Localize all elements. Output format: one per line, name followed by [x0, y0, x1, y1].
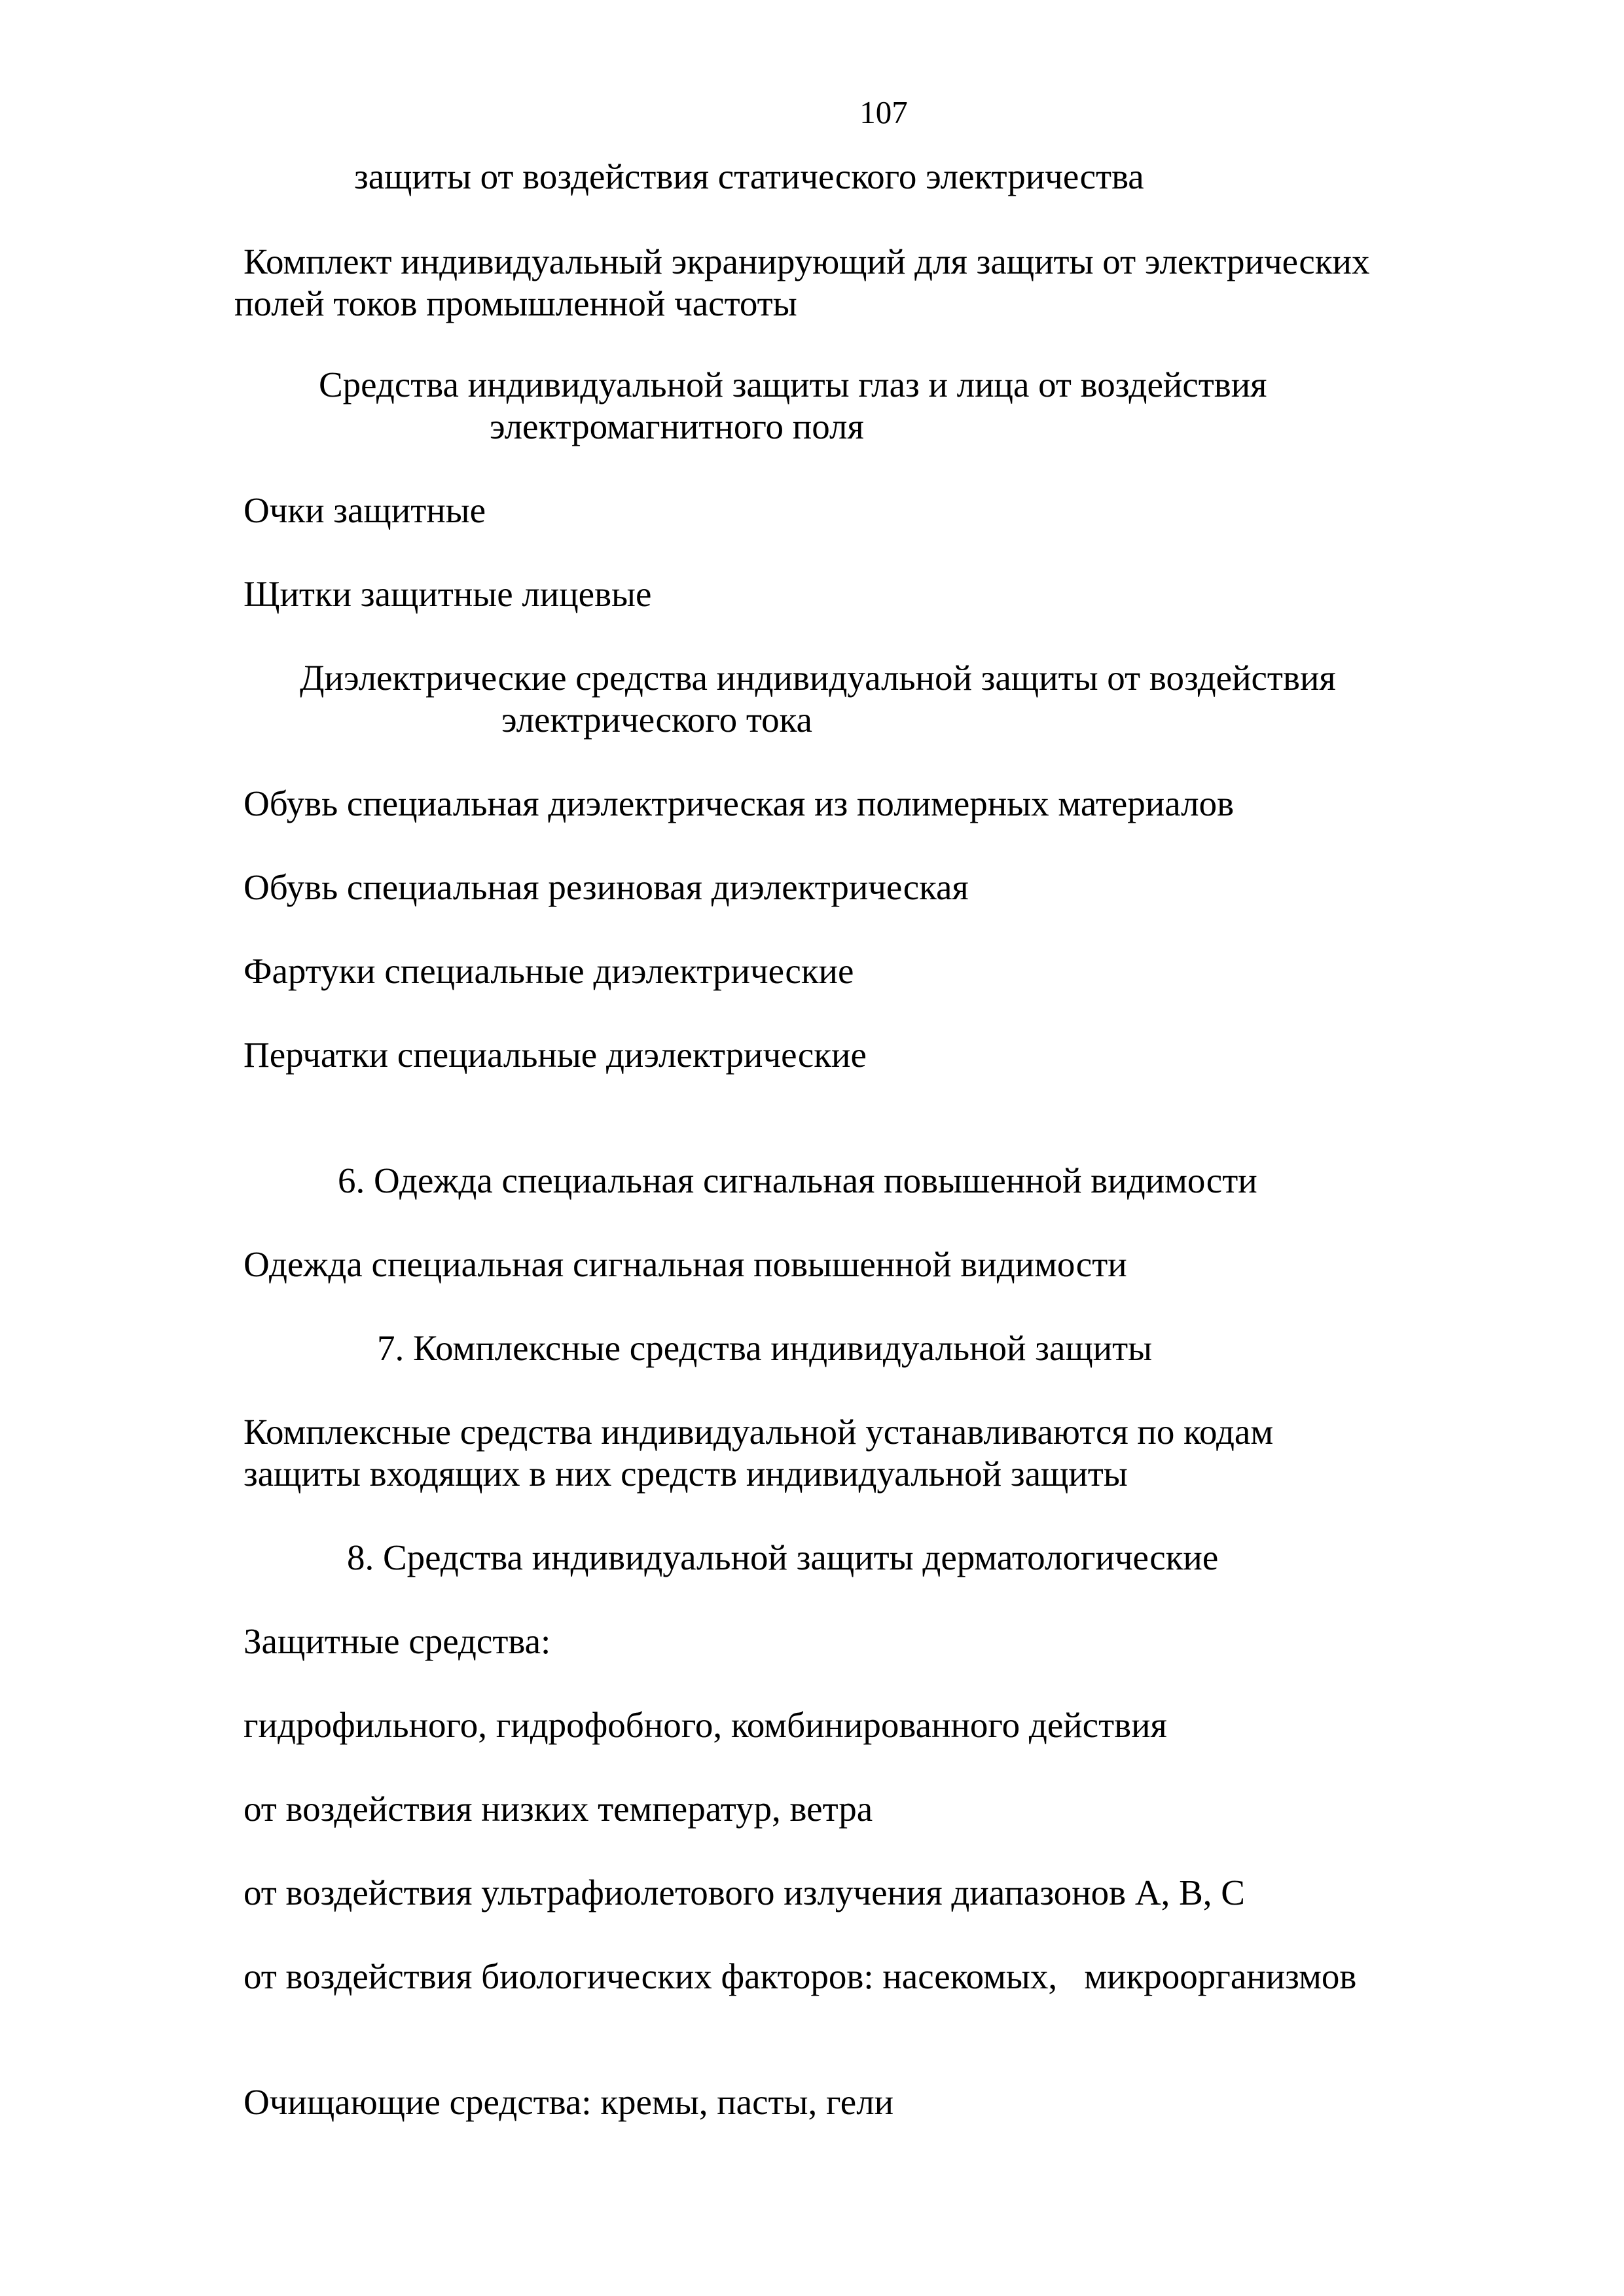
eye-face-heading-line2: электромагнитного поля — [490, 406, 864, 446]
item-uv-radiation: от воздействия ультрафиолетового излучения диапазонов А, В, С — [244, 1873, 1245, 1912]
section-7-heading: 7. Комплексные средства индивидуальной защиты — [377, 1328, 1153, 1368]
static-electricity-heading-tail: защиты от воздействия статического электричества — [354, 156, 1144, 196]
item-face-shields: Щитки защитные лицевые — [244, 574, 652, 614]
item-footwear-polymer: Обувь специальная диэлектрическая из полимерных материалов — [244, 783, 1235, 823]
cleansing-agents-label: Очищающие средства: кремы, пасты, гели — [244, 2082, 894, 2122]
item-hydro-action: гидрофильного, гидрофобного, комбинированного действия — [244, 1705, 1167, 1745]
item-gloves: Перчатки специальные диэлектрические — [244, 1035, 867, 1075]
item-footwear-rubber: Обувь специальная резиновая диэлектрическая — [244, 867, 969, 907]
shield-kit-text-line1: Комплект индивидуальный экранирующий для защиты от электрических — [244, 242, 1370, 281]
section-8-heading: 8. Средства индивидуальной защиты дерматологические — [347, 1537, 1219, 1577]
section-6-item: Одежда специальная сигнальная повышенной видимости — [244, 1244, 1127, 1284]
section-7-item-line2: защиты входящих в них средств индивидуальной защиты — [244, 1454, 1128, 1494]
section-7-item-line1: Комплексные средства индивидуальной устанавливаются по кодам — [244, 1412, 1274, 1452]
section-6-heading: 6. Одежда специальная сигнальная повышенной видимости — [338, 1160, 1257, 1200]
protective-agents-label: Защитные средства: — [244, 1621, 551, 1661]
item-aprons: Фартуки специальные диэлектрические — [244, 951, 854, 991]
item-goggles: Очки защитные — [244, 490, 486, 530]
item-low-temp-wind: от воздействия низких температур, ветра — [244, 1789, 873, 1829]
dielectric-heading-line1: Диэлектрические средства индивидуальной защиты от воздействия — [300, 658, 1336, 698]
dielectric-heading-line2: электрического тока — [501, 700, 812, 740]
page-number: 107 — [859, 94, 908, 130]
shield-kit-text-line2: полей токов промышленной частоты — [234, 283, 797, 323]
eye-face-heading-line1: Средства индивидуальной защиты глаз и лица от воздействия — [319, 365, 1267, 404]
item-biological-factors: от воздействия биологических факторов: насекомых, микроорганизмов — [244, 1956, 1357, 1996]
